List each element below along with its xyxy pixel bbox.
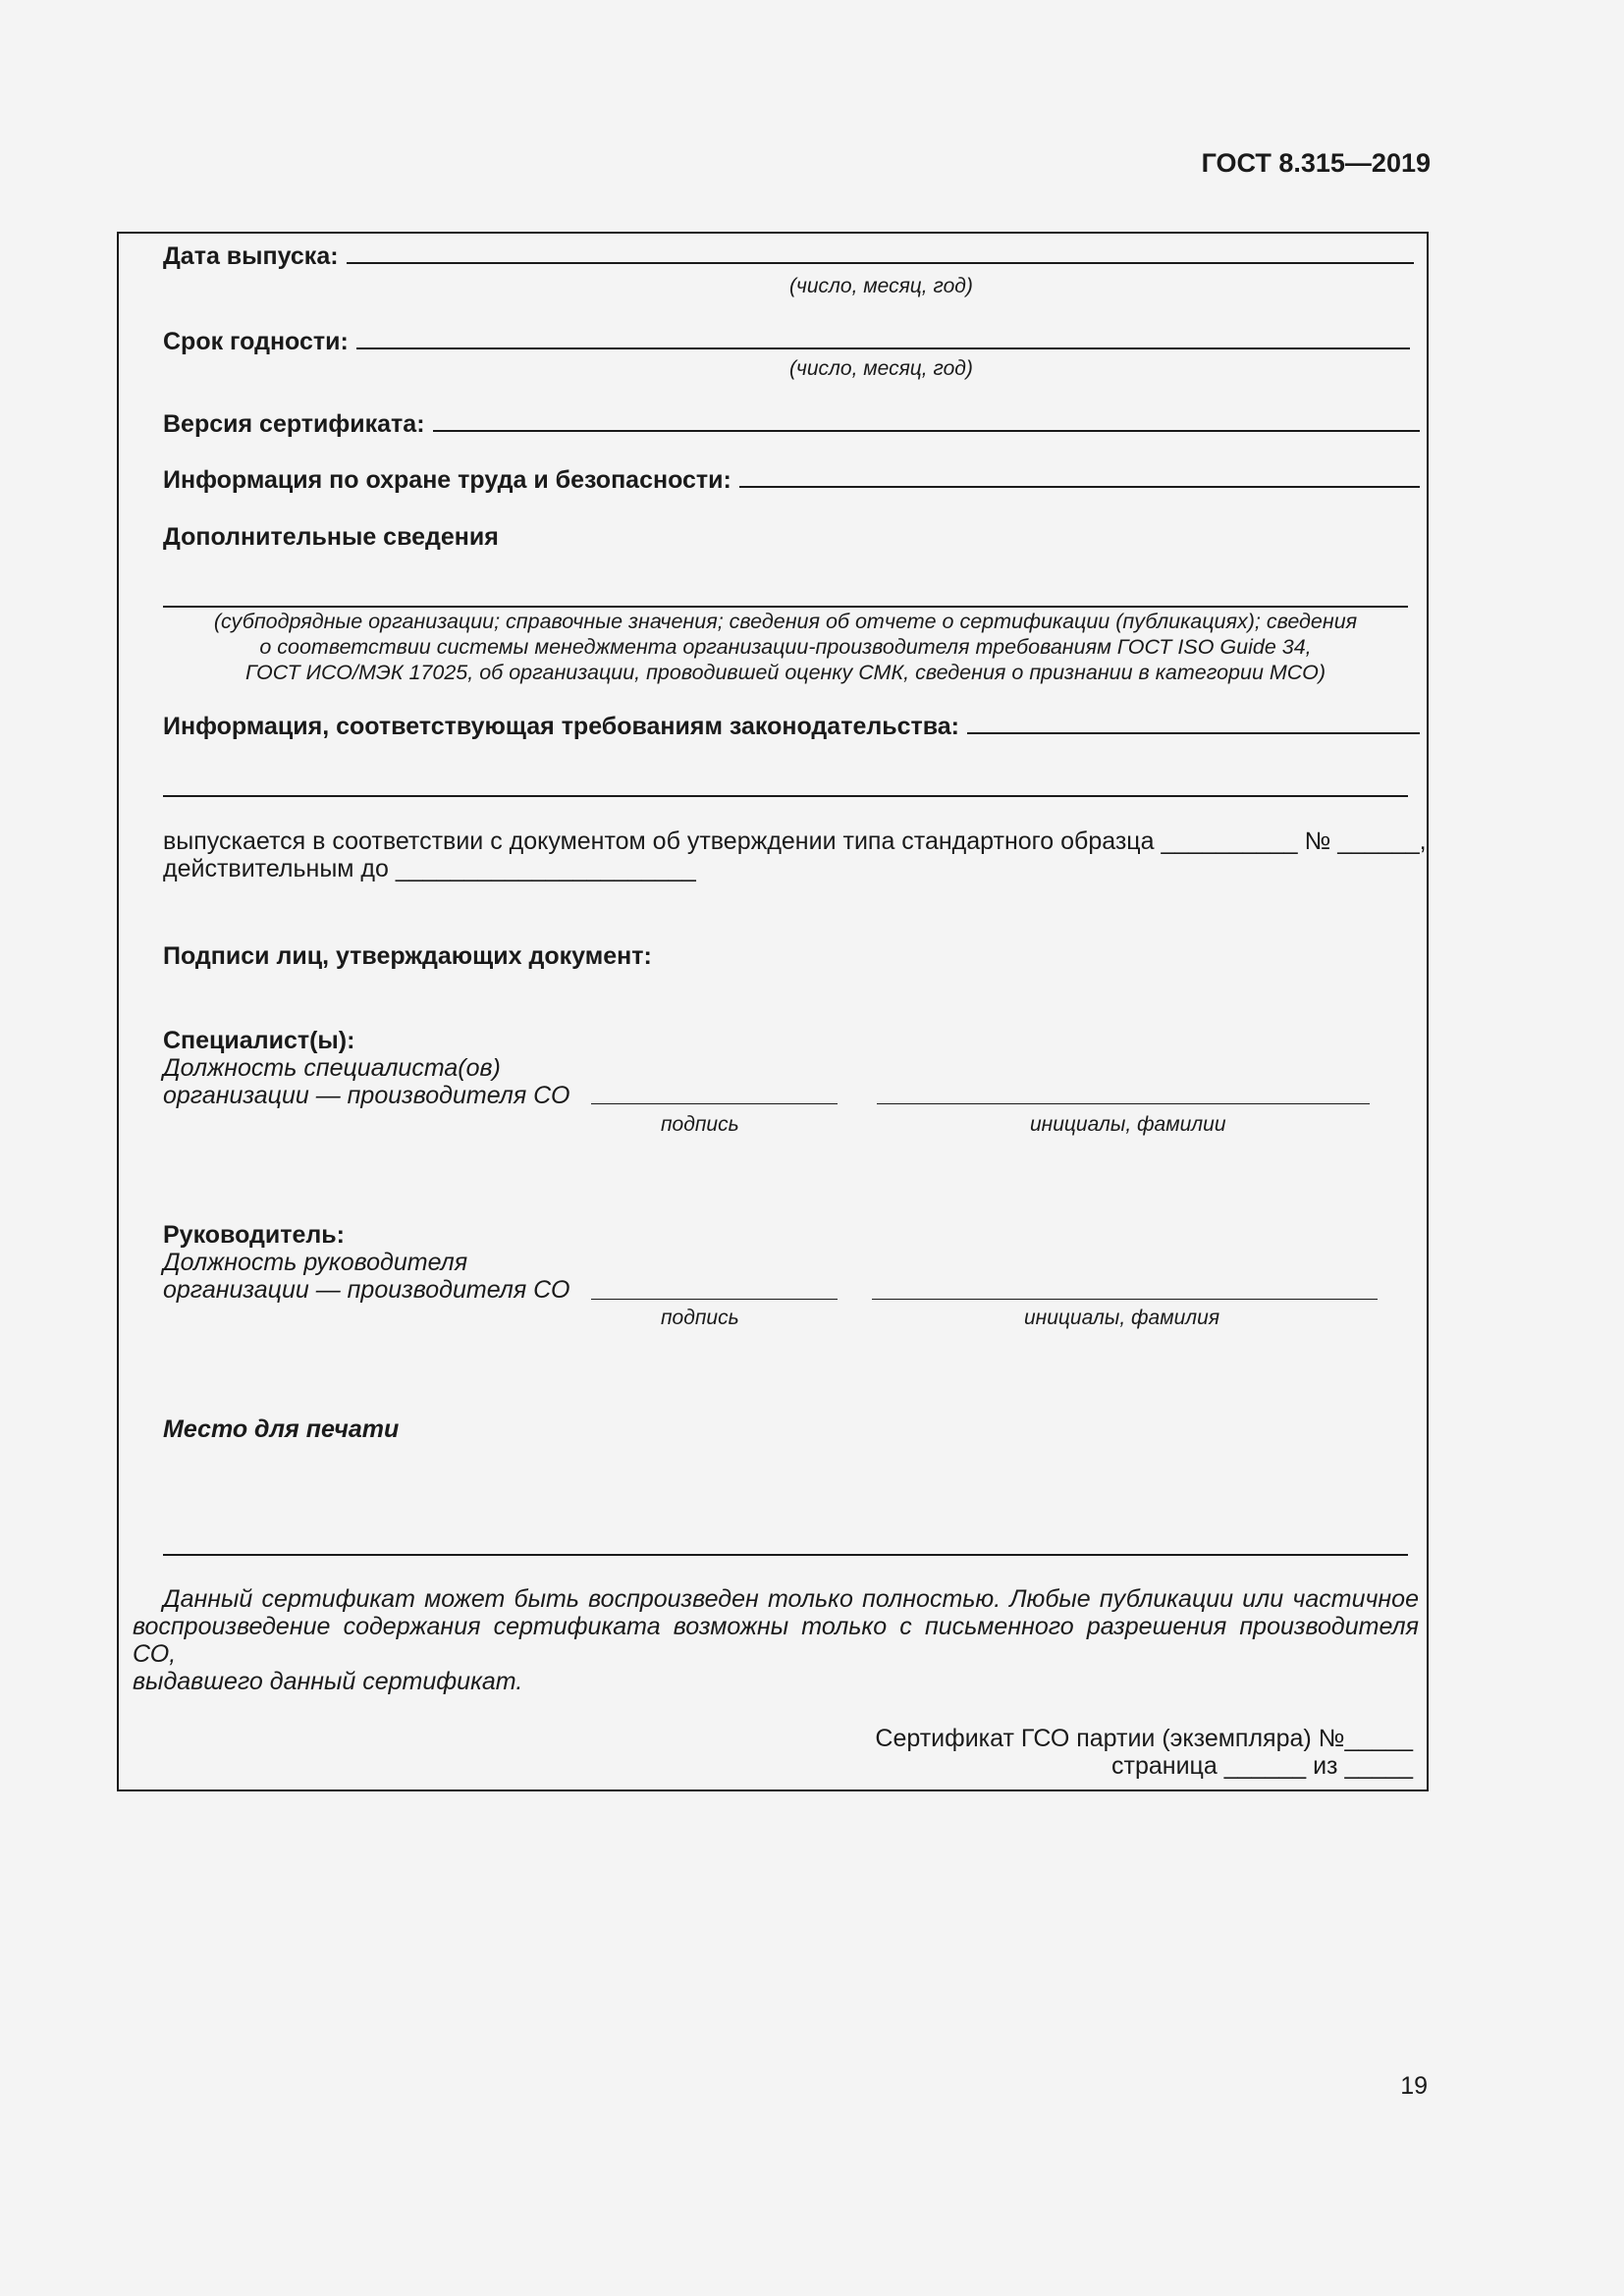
head-position-line2: организации — производителя СО <box>163 1276 570 1304</box>
specialist-name-hint: инициалы, фамилии <box>1030 1113 1226 1136</box>
legislation-field[interactable] <box>967 732 1420 734</box>
specialist-signature-field[interactable] <box>591 1103 838 1104</box>
release-date-field[interactable] <box>347 262 1414 264</box>
expiry-row <box>163 328 1410 356</box>
legislation-row <box>163 713 1420 741</box>
version-field[interactable] <box>433 430 1420 432</box>
safety-label: Информация по охране труда и безопасности: <box>163 466 731 494</box>
stamp-label: Место для печати <box>163 1415 400 1443</box>
additional-hint <box>163 609 1408 685</box>
expiry-field[interactable] <box>356 347 1410 349</box>
notice-line: Данный сертификат может быть воспроизведен только полностью. Любые публикации или частичное <box>163 1585 1419 1613</box>
head-signature-field[interactable] <box>591 1299 838 1300</box>
head-name-hint: инициалы, фамилия <box>1024 1307 1220 1329</box>
version-row <box>163 410 1420 439</box>
release-date-row <box>163 242 1414 271</box>
issued-line-1: выпускается в соответствии с документом об утверждении типа стандартного образца __________ № ______, <box>163 828 1427 855</box>
release-date-label: Дата выпуска: <box>163 242 339 270</box>
notice-line: выдавшего данный сертификат. <box>133 1668 523 1695</box>
release-date-hint: (число, месяц, год) <box>789 275 973 297</box>
specialist-signature-hint: подпись <box>661 1113 739 1136</box>
head-signature-hint: подпись <box>661 1307 739 1329</box>
head-title: Руководитель: <box>163 1221 345 1249</box>
safety-field[interactable] <box>739 486 1420 488</box>
head-name-field[interactable] <box>872 1299 1378 1300</box>
certificate-batch-number: Сертификат ГСО партии (экземпляра) №_____ <box>875 1725 1413 1752</box>
specialist-name-field[interactable] <box>877 1103 1370 1104</box>
signatures-title: Подписи лиц, утверждающих документ: <box>163 942 652 970</box>
certificate-form-frame <box>117 232 1429 1791</box>
stamp-area-line <box>163 1554 1408 1556</box>
additional-hint-line: (субподрядные организации; справочные значения; сведения об отчете о сертификации (публикациях); сведения <box>213 610 1358 633</box>
page-counter: страница ______ из _____ <box>1111 1752 1413 1780</box>
expiry-label: Срок годности: <box>163 328 349 355</box>
expiry-hint: (число, месяц, год) <box>789 357 973 380</box>
issued-line-2: действительным до ______________________ <box>163 855 696 882</box>
head-position-line1: Должность руководителя <box>163 1249 468 1276</box>
specialist-position-line1: Должность специалиста(ов) <box>163 1054 501 1082</box>
document-code: ГОСТ 8.315—2019 <box>1201 148 1431 178</box>
specialist-title: Специалист(ы): <box>163 1027 355 1054</box>
specialist-position-line2: организации — производителя СО <box>163 1082 570 1109</box>
page-number: 19 <box>1400 2072 1428 2100</box>
legislation-field-line2[interactable] <box>163 795 1408 797</box>
safety-row <box>163 466 1420 495</box>
notice-line: воспроизведение содержания сертификата возможны только с письменного разрешения производителя СО, <box>133 1613 1419 1668</box>
reproduction-notice <box>133 1585 1419 1695</box>
additional-label: Дополнительные сведения <box>163 523 499 551</box>
version-label: Версия сертификата: <box>163 410 425 438</box>
additional-hint-line: ГОСТ ИСО/МЭК 17025, об организации, проводившей оценку СМК, сведения о признании в категории МСО) <box>245 661 1326 684</box>
additional-hint-line: о соответствии системы менеджмента организации-производителя требованиям ГОСТ ISO Guide 34, <box>259 635 1312 659</box>
legislation-label: Информация, соответствующая требованиям законодательства: <box>163 713 960 740</box>
additional-field[interactable] <box>163 606 1408 608</box>
